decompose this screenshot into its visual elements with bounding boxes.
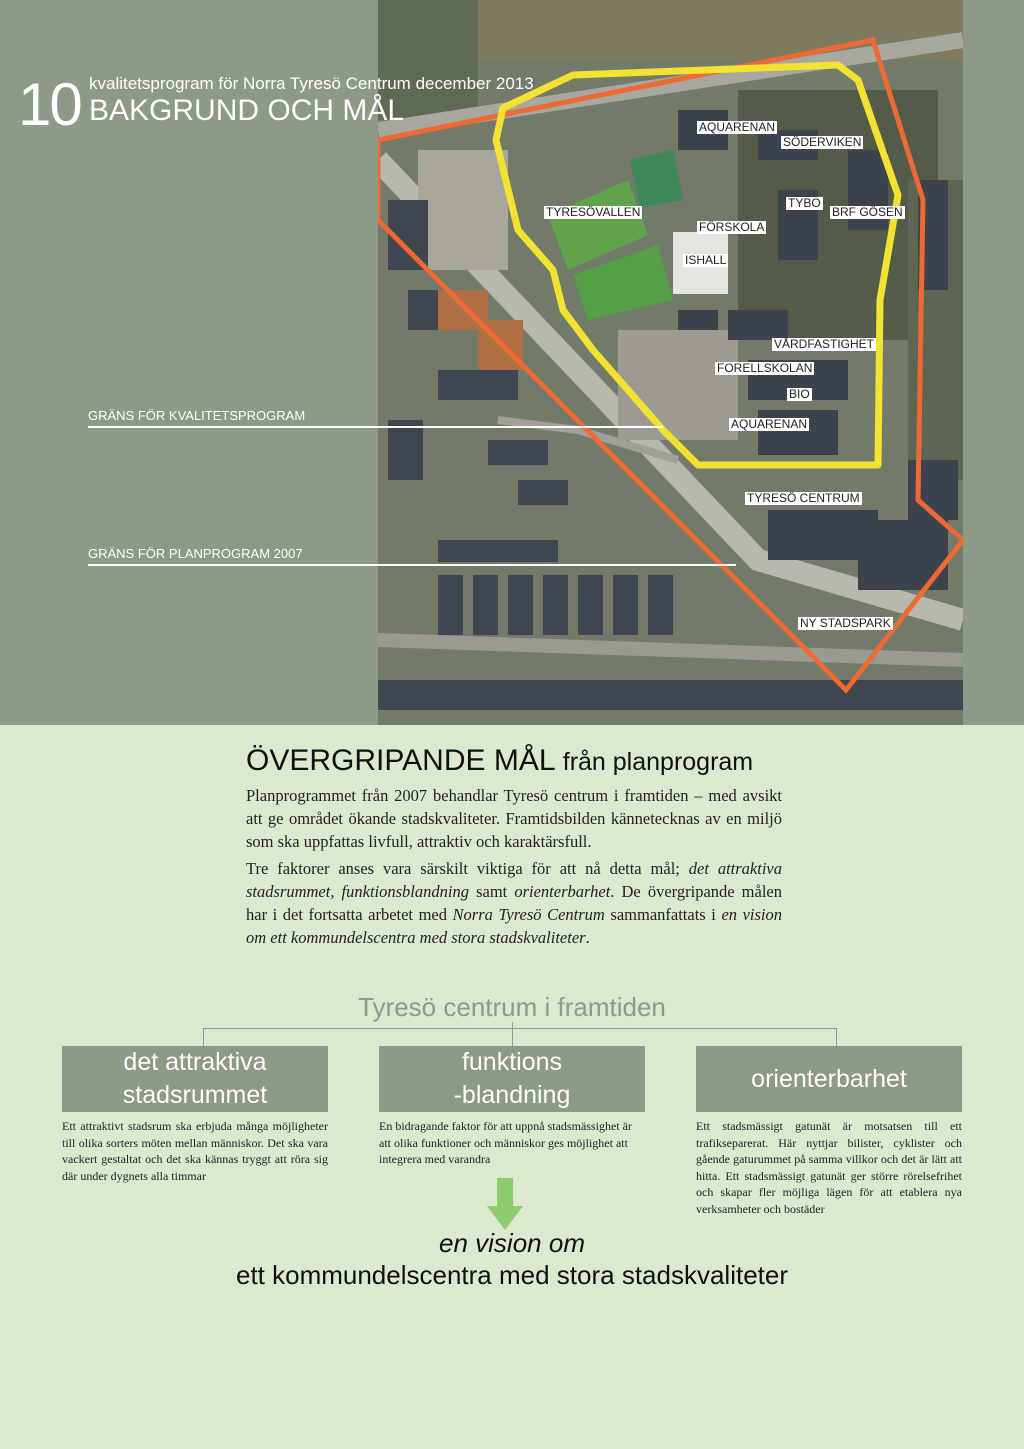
box-1-description: Ett attraktivt stadsrum ska erbjuda många möjligheter till olika sorters möten mellan människor. Det ska vara vackert gestaltat och det ska kännas tryggt att röra sig där under dygnets alla timmar xyxy=(62,1119,328,1183)
factors-italic-2: orienterbarhet xyxy=(514,882,611,901)
box-2-description: En bidragande faktor för att uppnå stadsmässighet är att olika funktioner och människor ges möjlighet att integrera med varandra xyxy=(379,1119,632,1166)
map-label-forskola: FÖRSKOLA xyxy=(699,220,765,234)
map-label-tyresovallen: TYRESÖVALLEN xyxy=(546,205,641,219)
box-funktionsblandning xyxy=(379,1046,645,1112)
map-label-bio: BIO xyxy=(789,387,810,401)
aerial-map xyxy=(378,0,963,725)
factors-italic-3: Norra Tyresö Centrum xyxy=(452,905,605,924)
factors-text-5: . xyxy=(585,928,590,947)
diagram-title: Tyresö centrum i framtiden xyxy=(358,992,666,1022)
page-number: 10 xyxy=(18,71,81,138)
diagram-connector-left xyxy=(203,1028,204,1046)
section-heading-sub: från planprogram xyxy=(562,748,754,776)
box-2-line-2: -blandning xyxy=(453,1081,571,1109)
factors-italic-1: det attraktiva stadsrummet, funktionsblandning xyxy=(246,859,782,901)
page-title: BAKGRUND OCH MÅL xyxy=(89,94,405,127)
vision-line-2: ett kommundelscentra med stora stadskvaliteter xyxy=(235,1260,789,1290)
factors-text-4: sammanfattats i xyxy=(604,905,722,924)
factors-paragraph xyxy=(246,857,782,949)
map-label-aquarenan-2: AQUARENAN xyxy=(731,417,808,431)
map-label-tyreso-centrum: TYRESÖ CENTRUM xyxy=(747,491,860,505)
box-2-line-1: funktions xyxy=(461,1048,563,1076)
map-label-brf-gosen: BRF GÖSEN xyxy=(832,205,903,219)
legend-quality-line xyxy=(88,426,663,428)
box-3-description: Ett stadsmässigt gatunät är motsatsen till ett trafikseparerat. Här nyttjar bilister, cyklister och gående gaturummet på samma villkor och det är lätt att hitta. Ett stadsmässigt gatunät ger större rörelsefrihet och skapar fler möjliga lägen för att etablera nya verksamheter och bostäder xyxy=(696,1119,962,1216)
factors-text-3: . De övergripande målen har i det fortsatta arbetet med xyxy=(246,882,782,924)
legend-plan-boundary: GRÄNS FÖR PLANPROGRAM 2007 xyxy=(88,546,303,561)
legend-plan-line xyxy=(88,564,736,566)
diagram-connector-horizontal xyxy=(203,1028,837,1029)
box-1-line-2: stadsrummet xyxy=(122,1081,268,1109)
section-heading-main: ÖVERGRIPANDE MÅL xyxy=(246,744,555,777)
document-subtitle: kvalitetsprogram för Norra Tyresö Centrum december 2013 xyxy=(89,74,534,93)
down-arrow-icon xyxy=(487,1178,523,1230)
box-attraktiva-stadsrummet xyxy=(62,1046,328,1112)
diagram-connector-middle xyxy=(512,1028,513,1046)
factors-text-2: samt xyxy=(468,882,515,901)
factors-text-1: Tre faktorer anses vara särskilt viktiga för att nå detta mål; xyxy=(246,859,689,878)
intro-paragraph: Planprogrammet från 2007 behandlar Tyresö centrum i framtiden – med avsikt att ge området ökande stadskvaliteter. Framtidsbilden kännetecknas av en miljö som ska uppfattas livfull, attraktiv och karaktärsfull. xyxy=(246,786,782,851)
diagram-connector-right xyxy=(836,1028,837,1046)
map-label-tybo: TYBO xyxy=(788,196,821,210)
factors-italic-4: en vision om ett kommundelscentra med stora stadskvaliteter xyxy=(246,905,782,947)
map-label-soderviken: SÖDERVIKEN xyxy=(783,135,862,149)
vision-line-1: en vision om xyxy=(439,1228,585,1258)
box-orienterbarhet xyxy=(696,1046,962,1112)
map-label-vardfastighet: VÅRDFASTIGHET xyxy=(774,337,875,351)
map-label-ny-stadspark: NY STADSPARK xyxy=(800,616,891,630)
section-heading xyxy=(246,744,753,778)
map-label-forellskolan: FORELLSKOLAN xyxy=(717,361,813,375)
legend-quality-boundary: GRÄNS FÖR KVALITETSPROGRAM xyxy=(88,408,306,423)
map-label-ishall: ISHALL xyxy=(685,253,727,267)
box-1-line-1: det attraktiva xyxy=(123,1048,267,1076)
box-3-line-1: orienterbarhet xyxy=(751,1064,907,1093)
map-label-aquarenan: AQUARENAN xyxy=(699,120,776,134)
